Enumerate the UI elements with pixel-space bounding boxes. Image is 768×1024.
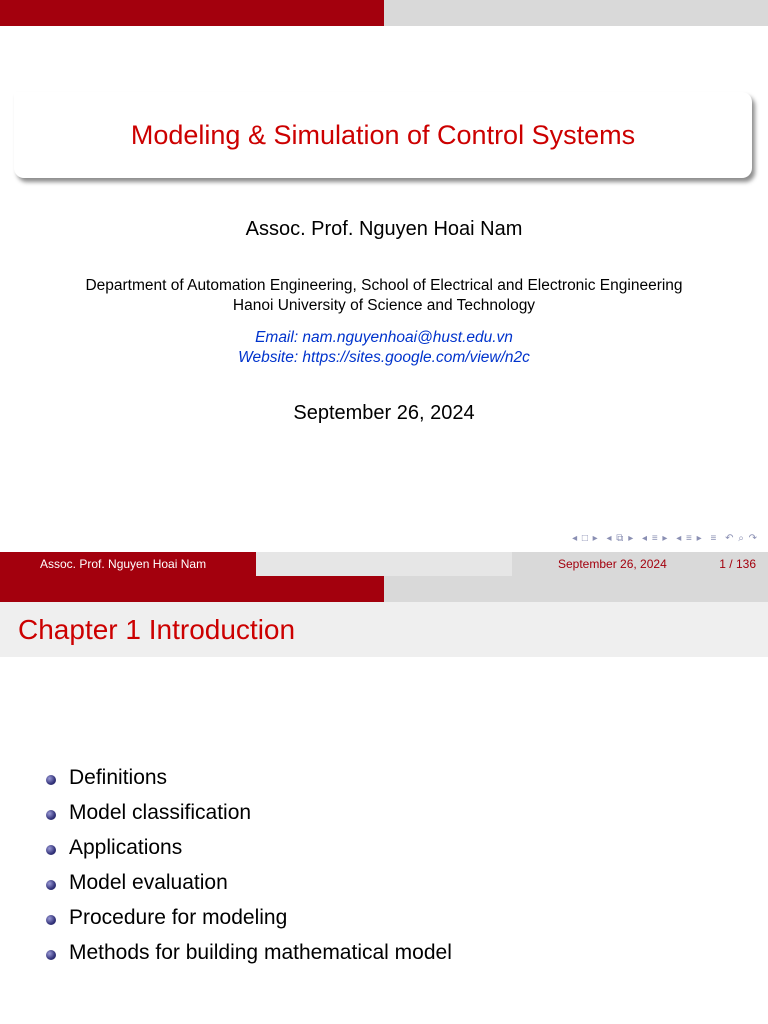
nav-section-icon[interactable]: ◂ ≡ ▸: [642, 533, 669, 544]
institution-university: Hanoi University of Science and Technology: [232, 297, 536, 314]
bullet-icon: [46, 775, 56, 785]
nav-frame-icon[interactable]: ◂ □ ▸: [572, 533, 599, 544]
footer-date: September 26, 2024: [558, 557, 667, 571]
top-header-bar: [0, 0, 768, 26]
presentation-date: September 26, 2024: [293, 402, 475, 424]
header-bar-grey: [384, 0, 768, 26]
footer-middle-block: [256, 552, 512, 576]
bullet-icon: [46, 880, 56, 890]
header-bar-grey: [384, 576, 768, 602]
list-item-text: Procedure for modeling: [69, 906, 288, 929]
chapter-slide: [0, 576, 768, 1024]
chapter-title: Chapter 1 Introduction: [18, 614, 296, 645]
institution-department: Department of Automation Engineering, School of Electrical and Electronic Engineering: [85, 277, 683, 294]
footer-page-number: 1 / 136: [719, 557, 756, 571]
list-item-text: Model classification: [69, 801, 252, 824]
bullet-icon: [46, 810, 56, 820]
nav-subsection-list-icon[interactable]: ◂ ≡ ▸: [676, 533, 703, 544]
top-header-bar: [0, 576, 768, 602]
author-name: Assoc. Prof. Nguyen Hoai Nam: [245, 218, 523, 240]
email-link[interactable]: Email: nam.nguyenhoai@hust.edu.vn: [255, 329, 513, 346]
nav-search-icon[interactable]: ↶ ⌕ ↷: [725, 533, 758, 544]
footer-date-block: [512, 552, 768, 576]
slide-footer: [0, 552, 768, 576]
footer-author-block: [0, 552, 256, 576]
header-bar-red: [0, 576, 384, 602]
list-item-text: Model evaluation: [69, 871, 228, 894]
bullet-icon: [46, 950, 56, 960]
title-box: [14, 92, 752, 178]
list-item-text: Definitions: [69, 766, 168, 789]
chapter-title-bar: [0, 602, 768, 657]
footer-author: Assoc. Prof. Nguyen Hoai Nam: [40, 557, 207, 571]
bullet-icon: [46, 915, 56, 925]
beamer-navigation-bar: [568, 533, 758, 544]
bullet-icon: [46, 845, 56, 855]
header-bar-red: [0, 0, 384, 26]
nav-outline-icon[interactable]: ≡: [710, 533, 718, 544]
list-item-text: Methods for building mathematical model: [69, 941, 452, 964]
presentation-title: Modeling & Simulation of Control Systems: [130, 119, 636, 150]
website-link[interactable]: Website: https://sites.google.com/view/n2c: [238, 349, 530, 366]
nav-subsection-icon[interactable]: ◂ ⧉ ▸: [606, 533, 635, 544]
list-item-text: Applications: [69, 836, 183, 859]
